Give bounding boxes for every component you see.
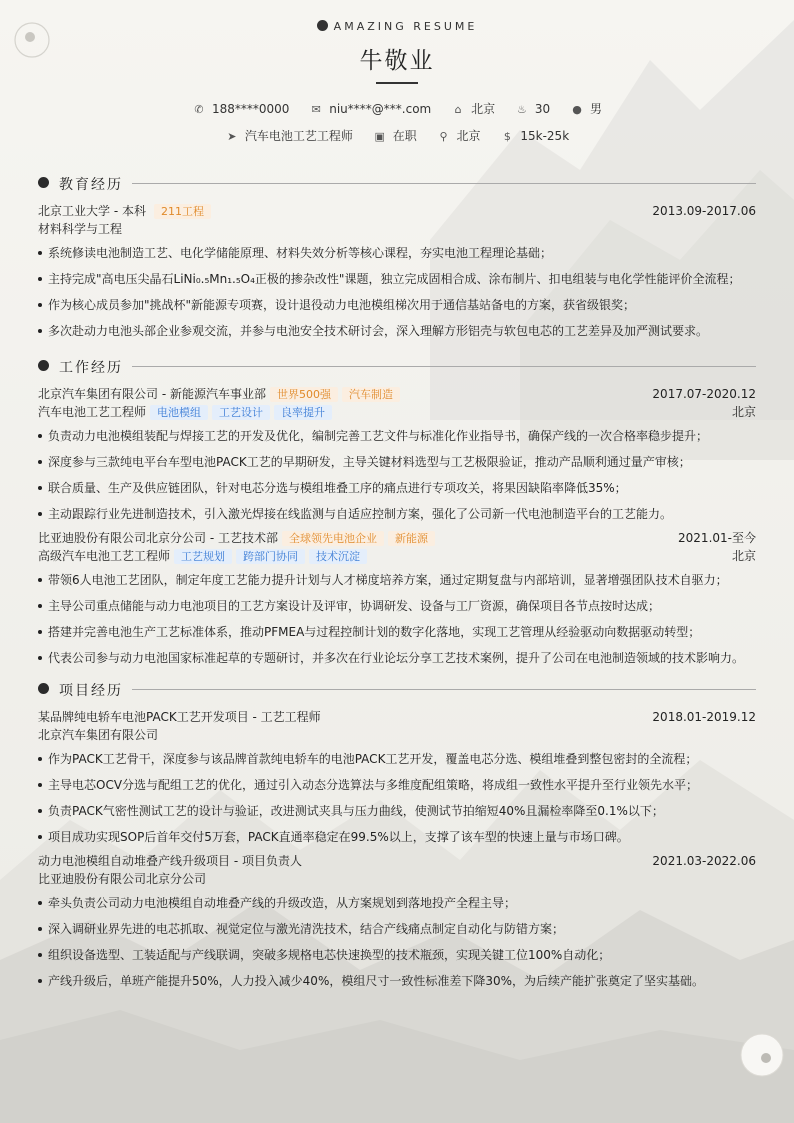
- list-item: 多次赴动力电池头部企业参观交流，并参与电池安全技术研讨会，深入理解方形铝壳与软包电芯的工艺差异及加严测试要求。: [38, 322, 756, 340]
- list-item: 主持完成"高电压尖晶石LiNi₀.₅Mn₁.₅O₄正极的掺杂改性"课题，独立完成固相合成、涂布制片、扣电组装与电化学性能评价全流程；: [38, 270, 756, 288]
- role-tag: 工艺设计: [212, 405, 270, 420]
- briefcase-icon: ▣: [374, 130, 385, 143]
- contact-city: [451, 100, 495, 117]
- status-text: 在职: [392, 129, 417, 143]
- entry-header: [38, 202, 756, 220]
- list-item: 项目成功实现SOP后首年交付5万套，PACK直通率稳定在99.5%以上，支撑了该车型的快速上量与市场口碑。: [38, 828, 756, 846]
- company-name: 比亚迪股份有限公司北京分公司 - 工艺技术部: [38, 531, 278, 545]
- work-section: [38, 357, 756, 675]
- work-entry: [38, 529, 756, 667]
- education-entry: [38, 202, 756, 340]
- company-tag: 全球领先电池企业: [282, 531, 384, 546]
- entry-date: 2021.01-至今: [678, 531, 756, 545]
- contact-row: [0, 100, 794, 117]
- major: 材料科学与工程: [38, 222, 123, 236]
- school-name: 北京工业大学 - 本科: [38, 204, 146, 218]
- phone-text: 188****0000: [211, 102, 290, 116]
- work-city: 北京: [731, 549, 756, 563]
- entry-subheader: [38, 870, 756, 888]
- candidate-name: 牛敬业: [359, 48, 435, 74]
- role-tag: 技术沉淀: [309, 549, 367, 564]
- bullet-list: [38, 571, 756, 667]
- company-tag: 新能源: [388, 531, 435, 546]
- money-icon: $: [503, 130, 511, 143]
- list-item: 牵头负责公司动力电池模组自动堆叠产线的升级改造，从方案规划到落地投产全程主导；: [38, 894, 756, 912]
- intent-status: [373, 127, 417, 144]
- list-item: 联合质量、生产及供应链团队，针对电芯分选与模组堆叠工序的痛点进行专项攻关，将果因缺陷率降低35%；: [38, 479, 756, 497]
- list-item: 作为PACK工艺骨干，深度参与该品牌首款纯电轿车的电池PACK工艺开发，覆盖电芯分选、模组堆叠到整包密封的全流程；: [38, 750, 756, 768]
- section-header: [38, 680, 756, 702]
- project-org: 比亚迪股份有限公司北京分公司: [38, 872, 207, 886]
- role-tag: 良率提升: [274, 405, 332, 420]
- intent-position: [225, 127, 353, 144]
- entry-subheader: [38, 403, 756, 421]
- contact-email: [309, 102, 431, 116]
- list-item: 深入调研业界先进的电芯抓取、视觉定位与激光清洗技术，结合产线痛点制定自动化与防错方案；: [38, 920, 756, 938]
- list-item: 深度参与三款纯电平台车型电池PACK工艺的早期研发，主导关键材料选型与工艺极限验证，推动产品顺利通过量产审核；: [38, 453, 756, 471]
- name-divider: [376, 82, 418, 84]
- list-item: 主导电芯OCV分选与配组工艺的优化，通过引入动态分选算法与多维度配组策略，将成组一致性水平提升至行业领先水平；: [38, 776, 756, 794]
- section-divider: [132, 689, 756, 690]
- section-title: 教育经历: [59, 177, 123, 193]
- role-tag: 电池模组: [150, 405, 208, 420]
- mail-icon: ✉: [311, 103, 321, 116]
- project-entry: [38, 708, 756, 846]
- school-tag: 211工程: [154, 204, 211, 219]
- job-intent-row: [0, 127, 794, 144]
- section-title: 工作经历: [59, 360, 123, 376]
- contact-age: [515, 102, 550, 116]
- role-title: 高级汽车电池工艺工程师: [38, 549, 171, 563]
- list-item: 作为核心成员参加"挑战杯"新能源专项赛，设计退役动力电池模组梯次用于通信基站备电的方案，获省级银奖；: [38, 296, 756, 314]
- contact-gender: [570, 100, 602, 117]
- list-item: 组织设备选型、工装适配与产线联调，突破多规格电芯快速换型的技术瓶颈，实现关键工位100%自动化；: [38, 946, 756, 964]
- company-tag: 世界500强: [270, 387, 338, 402]
- entry-date: 2021.03-2022.06: [652, 854, 756, 868]
- section-divider: [132, 183, 756, 184]
- entry-date: 2013.09-2017.06: [652, 204, 756, 218]
- entry-date: 2018.01-2019.12: [652, 710, 756, 724]
- bullet-list: [38, 894, 756, 990]
- section-dot-icon: [38, 177, 49, 188]
- section-dot-icon: [38, 683, 49, 694]
- project-name: 某品牌纯电轿车电池PACK工艺开发项目 - 工艺工程师: [38, 710, 321, 724]
- education-section: [38, 174, 756, 348]
- entry-date: 2017.07-2020.12: [652, 387, 756, 401]
- contact-phone: [192, 102, 289, 116]
- project-name: 动力电池模组自动堆叠产线升级项目 - 项目负责人: [38, 854, 302, 868]
- section-header: [38, 357, 756, 379]
- bullet-list: [38, 244, 756, 340]
- cake-icon: ♨: [516, 103, 527, 116]
- entry-header: [38, 852, 756, 870]
- person-icon: ●: [572, 103, 582, 116]
- brand-dot-icon: [317, 20, 328, 31]
- list-item: 负责动力电池模组装配与焊接工艺的开发及优化，编制完善工艺文件与标准化作业指导书，确保产线的一次合格率稳步提升；: [38, 427, 756, 445]
- list-item: 带领6人电池工艺团队，制定年度工艺能力提升计划与人才梯度培养方案，通过定期复盘与内部培训，显著增强团队技术自驱力；: [38, 571, 756, 589]
- brand-header: [0, 20, 794, 33]
- role-title: 汽车电池工艺工程师: [38, 405, 147, 419]
- section-divider: [132, 366, 756, 367]
- bullet-list: [38, 427, 756, 523]
- list-item: 系统修读电池制造工艺、电化学储能原理、材料失效分析等核心课程，夯实电池工程理论基础；: [38, 244, 756, 262]
- entry-header: [38, 385, 756, 403]
- list-item: 主动跟踪行业先进制造技术，引入激光焊接在线监测与自适应控制方案，强化了公司新一代电池制造平台的工艺能力。: [38, 505, 756, 523]
- salary-text: 15k-25k: [520, 129, 570, 143]
- email-text: niu****@***.com: [329, 102, 432, 116]
- section-title: 项目经历: [59, 683, 123, 699]
- city-text: 北京: [471, 102, 496, 116]
- intent-salary: [500, 129, 569, 143]
- work-entry: [38, 385, 756, 523]
- home-icon: ⌂: [454, 103, 462, 116]
- role-tag: 跨部门协同: [236, 549, 305, 564]
- gender-text: 男: [590, 102, 603, 116]
- entry-subheader: [38, 726, 756, 744]
- brand-text: AMAZING RESUME: [333, 20, 478, 33]
- list-item: 负责PACK气密性测试工艺的设计与验证，改进测试夹具与压力曲线，使测试节拍缩短40%且漏检率降至0.1%以下；: [38, 802, 756, 820]
- send-icon: ➤: [227, 130, 237, 143]
- age-text: 30: [534, 102, 551, 116]
- entry-header: [38, 708, 756, 726]
- intent-location: [437, 127, 481, 144]
- position-text: 汽车电池工艺工程师: [244, 129, 353, 143]
- projects-section: [38, 680, 756, 998]
- section-dot-icon: [38, 360, 49, 371]
- location-text: 北京: [456, 129, 481, 143]
- role-tag: 工艺规划: [174, 549, 232, 564]
- entry-header: [38, 529, 756, 547]
- company-tag: 汽车制造: [342, 387, 400, 402]
- section-header: [38, 174, 756, 196]
- list-item: 搭建并完善电池生产工艺标准体系，推动PFMEA与过程控制计划的数字化落地，实现工艺管理从经验驱动向数据驱动转型；: [38, 623, 756, 641]
- project-entry: [38, 852, 756, 990]
- list-item: 代表公司参与动力电池国家标准起草的专题研讨，并多次在行业论坛分享工艺技术案例，提升了公司在电池制造领域的技术影响力。: [38, 649, 756, 667]
- project-org: 北京汽车集团有限公司: [38, 728, 159, 742]
- location-pin-icon: ⚲: [439, 130, 448, 143]
- entry-subheader: [38, 547, 756, 565]
- phone-icon: ✆: [194, 103, 204, 116]
- work-city: 北京: [731, 405, 756, 419]
- list-item: 产线升级后，单班产能提升50%，人力投入减少40%，模组尺寸一致性标准差下降30%，为后续产能扩张奠定了坚实基础。: [38, 972, 756, 990]
- bullet-list: [38, 750, 756, 846]
- list-item: 主导公司重点储能与动力电池项目的工艺方案设计及评审，协调研发、设备与工厂资源，确保项目各节点按时达成；: [38, 597, 756, 615]
- entry-subheader: [38, 220, 756, 238]
- company-name: 北京汽车集团有限公司 - 新能源汽车事业部: [38, 387, 266, 401]
